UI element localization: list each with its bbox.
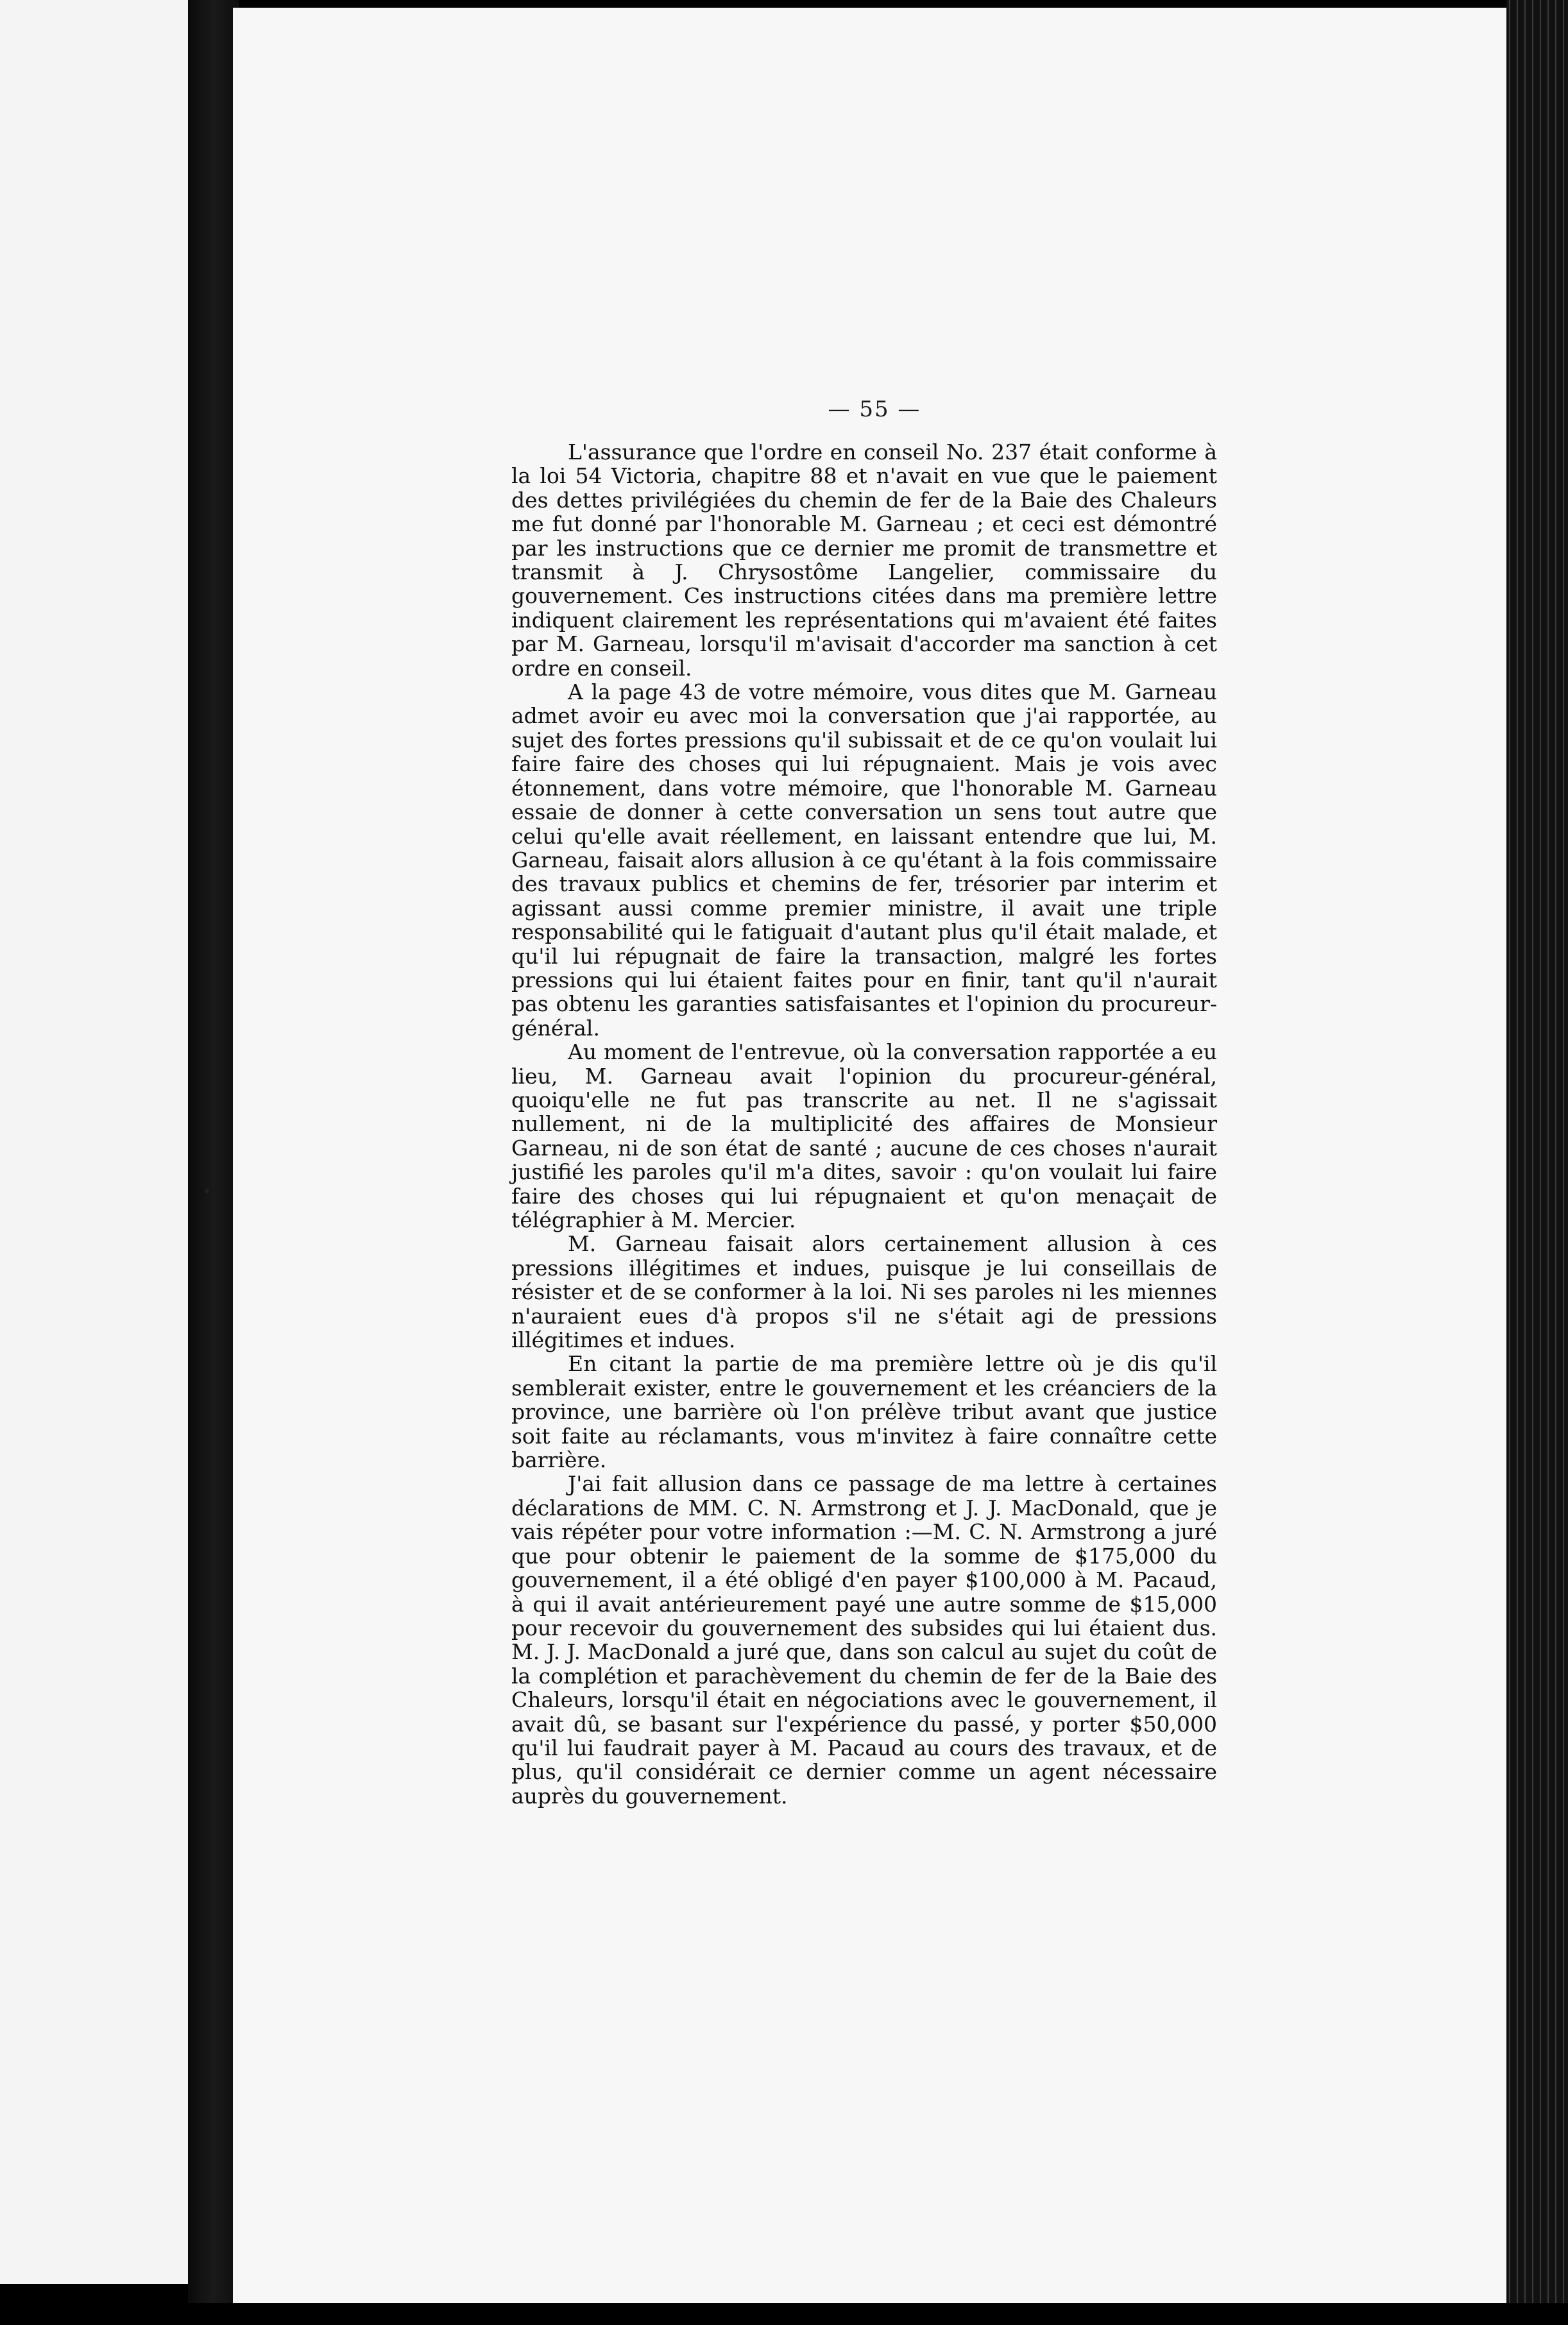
paragraph: L'assurance que l'ordre en conseil No. 237 était conforme à la loi 54 Victoria, chapitre 88 et n'avait en vue que le paiement des dettes privilégiées du chemin de fer de la Baie des Chaleurs me fut donné par l'honorable M. Garneau ; et ceci est démontré par les instructions que ce dernier me promit de transmettre et transmit à J. Chrysostôme Langelier, commissaire du gouvernement. Ces instructions citées dans ma première lettre indiquent clairement les représentations qui m'avaient été faites par M. Garneau, lorsqu'il m'avisait d'accorder ma sanction à cet ordre en conseil.	[511, 439, 1217, 681]
page-number: — 55 —	[828, 396, 921, 422]
paragraph: En citant la partie de ma première lettre où je dis qu'il semblerait exister, entre le gouvernement et les créanciers de la province, une barrière où l'on prélève tribut avant que justice soit faite au réclamants, vous m'invitez à faire connaître cette barrière.	[511, 1351, 1217, 1473]
paragraph: Au moment de l'entrevue, où la conversation rapportée a eu lieu, M. Garneau avait l'opinion du procureur-général, quoiqu'elle ne fut pas transcrite au net. Il ne s'agissait nullement, ni de la multiplicité des affaires de Monsieur Garneau, ni de son état de santé ; aucune de ces choses n'aurait justifié les paroles qu'il m'a dites, savoir : qu'on voulait lui faire faire des choses qui lui répugnaient et qu'on menaçait de télégraphier à M. Mercier.	[511, 1039, 1217, 1232]
book-gutter	[188, 0, 239, 2325]
left-page-edge	[0, 0, 188, 2284]
paragraph: A la page 43 de votre mémoire, vous dites que M. Garneau admet avoir eu avec moi la conversation que j'ai rapportée, au sujet des fortes pressions qu'il subissait et de ce qu'on voulait lui faire faire des choses qui lui répugnaient. Mais je vois avec étonnement, dans votre mémoire, que l'honorable M. Garneau essaie de donner à cette conversation un sens tout autre que celui qu'elle avait réellement, en laissant entendre que lui, M. Garneau, faisait alors allusion à ce qu'étant à la fois commissaire des travaux publics et chemins de fer, trésorier par interim et agissant aussi comme premier ministre, il avait une triple responsabilité qui le fatiguait d'autant plus qu'il était malade, et qu'il lui répugnait de faire la transaction, malgré les fortes pressions qui lui étaient faites pour en finir, tant qu'il n'aurait pas obtenu les garanties satisfaisantes et l'opinion du procureur-général.	[511, 679, 1217, 1041]
right-page-edges	[1506, 0, 1568, 2325]
paragraph: J'ai fait allusion dans ce passage de ma lettre à certaines déclarations de MM. C. N. Armstrong et J. J. MacDonald, que je vais répéter pour votre information :—M. C. N. Armstrong a juré que pour obtenir le paiement de la somme de $175,000 du gouvernement, il a été obligé d'en payer $100,000 à M. Pacaud, à qui il avait antérieurement payé une autre somme de $15,000 pour recevoir du gouvernement des subsides qui lui étaient dus. M. J. J. MacDonald a juré que, dans son calcul au sujet du coût de la complétion et parachèvement du chemin de fer de la Baie des Chaleurs, lorsqu'il était en négociations avec le gouvernement, il avait dû, se basant sur l'expérience du passé, y porter $50,000 qu'il lui faudrait payer à M. Pacaud au cours des travaux, et de plus, qu'il considérait ce dernier comme un agent nécessaire auprès du gouvernement.	[511, 1471, 1217, 1809]
bottom-border	[0, 2303, 1568, 2325]
margin-mark: •	[203, 1184, 211, 1200]
body-text	[511, 440, 1217, 1808]
paragraph: M. Garneau faisait alors certainement allusion à ces pressions illégitimes et indues, puisque je lui conseillais de résister et de se conformer à la loi. Ni ses paroles ni les miennes n'auraient eues d'à propos s'il ne s'était agi de pressions illégitimes et indues.	[511, 1231, 1217, 1353]
